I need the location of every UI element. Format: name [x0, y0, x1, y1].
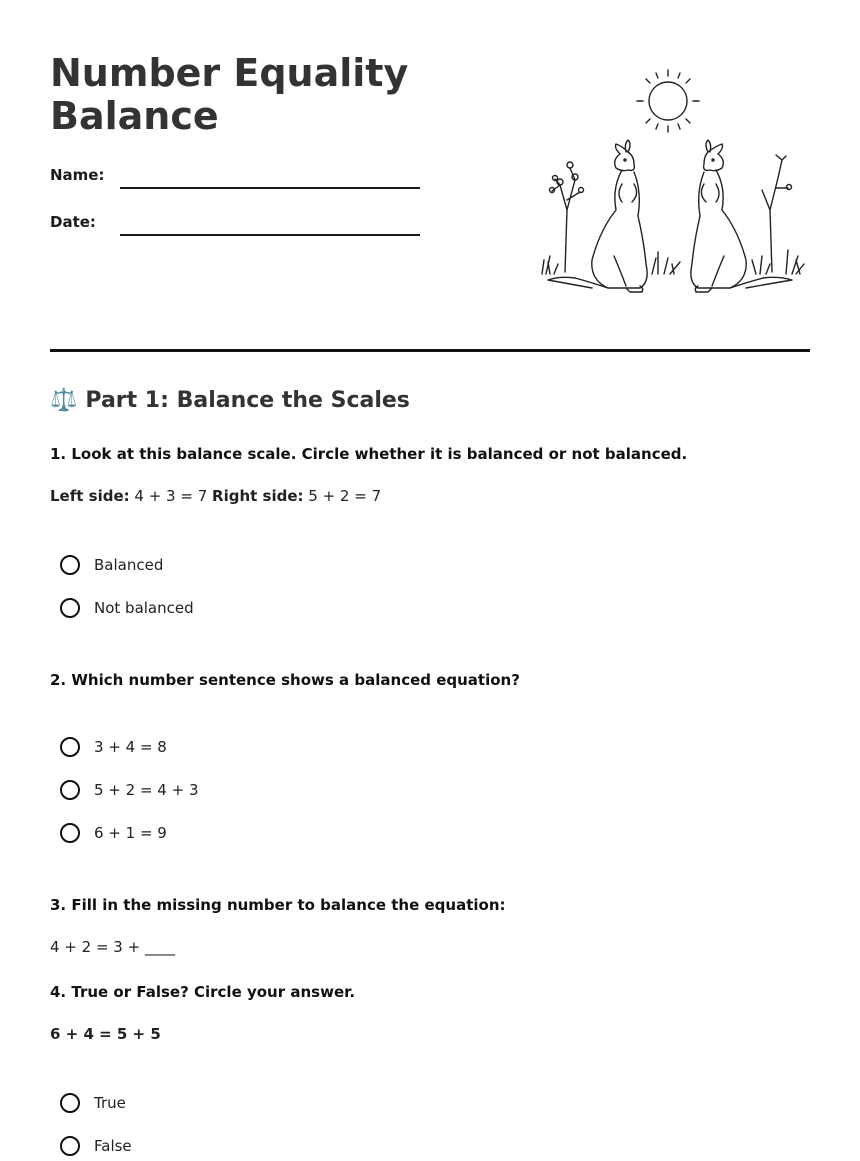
radio-circle-icon[interactable] — [60, 1093, 80, 1113]
tree-left-icon — [550, 162, 584, 272]
radio-circle-icon[interactable] — [60, 780, 80, 800]
section-divider — [50, 349, 810, 352]
name-field[interactable] — [120, 187, 420, 189]
option-label: 6 + 1 = 9 — [94, 824, 167, 842]
radio-circle-icon[interactable] — [60, 555, 80, 575]
q2-option-1[interactable] — [60, 737, 167, 757]
q2-option-3[interactable] — [60, 823, 167, 843]
q2-option-2[interactable] — [60, 780, 199, 800]
option-label: True — [94, 1094, 126, 1112]
question-1-prompt: 1. Look at this balance scale. Circle whether it is balanced or not balanced. — [50, 445, 688, 463]
question-4-prompt: 4. True or False? Circle your answer. — [50, 983, 356, 1001]
radio-circle-icon[interactable] — [60, 1136, 80, 1156]
section-title: Part 1: Balance the Scales — [85, 388, 410, 413]
sun-icon — [637, 70, 699, 132]
question-3-prompt: 3. Fill in the missing number to balance the equation: — [50, 896, 506, 914]
q1-option-balanced[interactable] — [60, 555, 163, 575]
option-label: Not balanced — [94, 599, 194, 617]
grass-icon — [538, 250, 810, 280]
option-label: Balanced — [94, 556, 164, 574]
radio-circle-icon[interactable] — [60, 737, 80, 757]
kangaroos-sun-illustration — [530, 60, 820, 300]
radio-circle-icon[interactable] — [60, 823, 80, 843]
question-4-statement: 6 + 4 = 5 + 5 — [50, 1025, 161, 1043]
option-label: 3 + 4 = 8 — [94, 738, 167, 756]
q4-option-false[interactable] — [60, 1136, 132, 1156]
kangaroo-right-icon — [691, 140, 792, 292]
question-1-expression — [50, 487, 381, 505]
right-side-expression: 5 + 2 = 7 — [303, 487, 382, 505]
left-side-expression: 4 + 3 = 7 — [129, 487, 213, 505]
worksheet-title: Number Equality Balance — [50, 51, 409, 138]
question-2-prompt: 2. Which number sentence shows a balanced equation? — [50, 671, 520, 689]
name-label: Name: — [50, 166, 105, 184]
question-3-equation[interactable]: 4 + 2 = 3 + ____ — [50, 938, 175, 956]
date-label: Date: — [50, 213, 96, 231]
option-label: False — [94, 1137, 132, 1155]
kangaroo-left-icon — [548, 140, 647, 292]
left-side-label: Left side: — [50, 487, 130, 505]
radio-circle-icon[interactable] — [60, 598, 80, 618]
q1-option-not-balanced[interactable] — [60, 598, 194, 618]
date-field[interactable] — [120, 234, 420, 236]
q4-option-true[interactable] — [60, 1093, 126, 1113]
option-label: 5 + 2 = 4 + 3 — [94, 781, 199, 799]
section-heading — [50, 388, 410, 413]
balance-scale-icon: ⚖️ — [50, 388, 78, 413]
right-side-label: Right side: — [212, 487, 304, 505]
